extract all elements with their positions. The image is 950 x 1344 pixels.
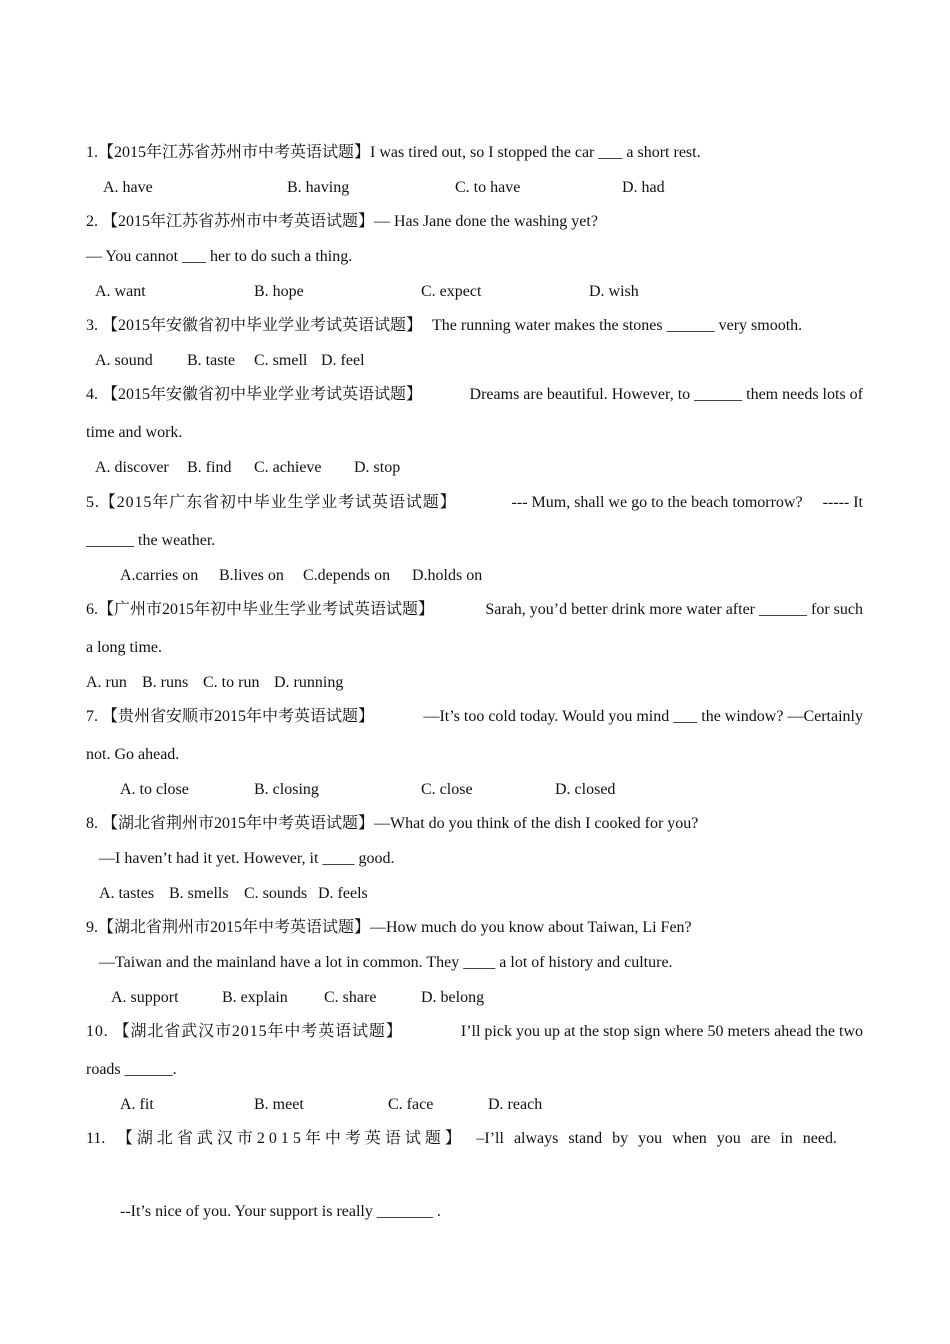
q4-option-b: B. find xyxy=(187,459,232,476)
q9-option-a: A. support xyxy=(111,989,179,1006)
q11-text: –I’ll always stand by you when you are in need. xyxy=(476,1130,837,1147)
question-1-stem: 1.【2015年江苏省苏州市中考英语试题】I was tired out, so I stopped the car ___ a short rest. xyxy=(86,144,701,161)
question-10-stem xyxy=(86,1022,863,1042)
q1-option-d: D. had xyxy=(622,179,665,196)
q5-option-a: A.carries on xyxy=(120,567,199,584)
question-3-stem xyxy=(86,316,802,336)
q4-option-d: D. stop xyxy=(354,459,401,476)
q6-source: 6.【广州市2015年初中毕业生学业考试英语试题】 xyxy=(86,601,435,618)
q4-text: Dreams are beautiful. However, to ______ them needs lots of xyxy=(469,386,863,403)
question-11-stem xyxy=(86,1129,837,1149)
q5-text: --- Mum, shall we go to the beach tomorrow? ----- It xyxy=(511,494,863,511)
question-4-stem xyxy=(86,385,863,405)
q8-option-c: C. sounds xyxy=(244,885,308,902)
q7-option-a: A. to close xyxy=(120,781,189,798)
q11-number: 11. xyxy=(86,1130,106,1147)
question-7-continuation: not. Go ahead. xyxy=(86,746,180,763)
question-8-reply: —I haven’t had it yet. However, it ____ good. xyxy=(99,850,395,867)
q2-option-a: A. want xyxy=(95,283,146,300)
question-5-stem xyxy=(86,493,863,513)
question-6-continuation: a long time. xyxy=(86,639,162,656)
q6-option-a: A. run xyxy=(86,674,127,691)
q6-option-c: C. to run xyxy=(203,674,260,691)
q1-option-c: C. to have xyxy=(455,179,521,196)
q2-option-b: B. hope xyxy=(254,283,304,300)
question-8-stem: 8. 【湖北省荆州市2015年中考英语试题】—What do you think of the dish I cooked for you? xyxy=(86,815,699,832)
q4-option-a: A. discover xyxy=(95,459,169,476)
q6-text: Sarah, you’d better drink more water after ______ for such xyxy=(485,601,863,618)
question-7-stem xyxy=(86,707,863,727)
q2-option-d: D. wish xyxy=(589,283,639,300)
q3-option-d: D. feel xyxy=(321,352,365,369)
question-6-stem xyxy=(86,600,863,620)
q4-source: 4. 【2015年安徽省初中毕业学业考试英语试题】 xyxy=(86,386,423,403)
q7-text: —It’s too cold today. Would you mind ___ the window? —Certainly xyxy=(423,708,863,725)
q7-source: 7. 【贵州省安顺市2015年中考英语试题】 xyxy=(86,708,375,725)
q1-option-a: A. have xyxy=(103,179,153,196)
question-9-stem: 9.【湖北省荆州市2015年中考英语试题】—How much do you know about Taiwan, Li Fen? xyxy=(86,919,692,936)
q8-option-a: A. tastes xyxy=(99,885,155,902)
q10-source: 10. 【湖北省武汉市2015年中考英语试题】 xyxy=(86,1023,403,1040)
q10-option-c: C. face xyxy=(388,1096,434,1113)
q5-source: 5.【2015年广东省初中毕业生学业考试英语试题】 xyxy=(86,494,457,511)
q9-option-d: D. belong xyxy=(421,989,485,1006)
q9-option-c: C. share xyxy=(324,989,377,1006)
q7-option-d: D. closed xyxy=(555,781,616,798)
question-9-reply: —Taiwan and the mainland have a lot in common. They ____ a lot of history and culture. xyxy=(99,954,673,971)
q8-option-d: D. feels xyxy=(318,885,368,902)
q1-option-b: B. having xyxy=(287,179,350,196)
q3-option-c: C. smell xyxy=(254,352,308,369)
question-5-continuation: ______ the weather. xyxy=(86,532,216,549)
q5-option-b: B.lives on xyxy=(219,567,284,584)
q3-text: The running water makes the stones ______ very smooth. xyxy=(432,317,803,334)
q10-option-a: A. fit xyxy=(120,1096,154,1113)
question-2-reply: — You cannot ___ her to do such a thing. xyxy=(86,248,353,265)
question-4-continuation: time and work. xyxy=(86,424,183,441)
q10-option-b: B. meet xyxy=(254,1096,304,1113)
q10-text: I’ll pick you up at the stop sign where 50 meters ahead the two xyxy=(460,1023,863,1040)
q4-option-c: C. achieve xyxy=(254,459,322,476)
q7-option-b: B. closing xyxy=(254,781,319,798)
q3-option-a: A. sound xyxy=(95,352,153,369)
q3-option-b: B. taste xyxy=(187,352,235,369)
q6-option-b: B. runs xyxy=(142,674,189,691)
question-10-continuation: roads ______. xyxy=(86,1061,177,1078)
q10-option-d: D. reach xyxy=(488,1096,543,1113)
q8-option-b: B. smells xyxy=(169,885,229,902)
q6-option-d: D. running xyxy=(274,674,344,691)
q5-option-c: C.depends on xyxy=(303,567,391,584)
q7-option-c: C. close xyxy=(421,781,473,798)
q9-option-b: B. explain xyxy=(222,989,288,1006)
q3-source: 3. 【2015年安徽省初中毕业学业考试英语试题】 xyxy=(86,317,423,334)
question-11-reply: --It’s nice of you. Your support is really _______ . xyxy=(120,1203,441,1220)
q11-source: 【湖北省武汉市2015年中考英语试题】 xyxy=(116,1130,465,1147)
question-2-stem: 2. 【2015年江苏省苏州市中考英语试题】— Has Jane done the washing yet? xyxy=(86,213,598,230)
q2-option-c: C. expect xyxy=(421,283,482,300)
q5-option-d: D.holds on xyxy=(412,567,483,584)
